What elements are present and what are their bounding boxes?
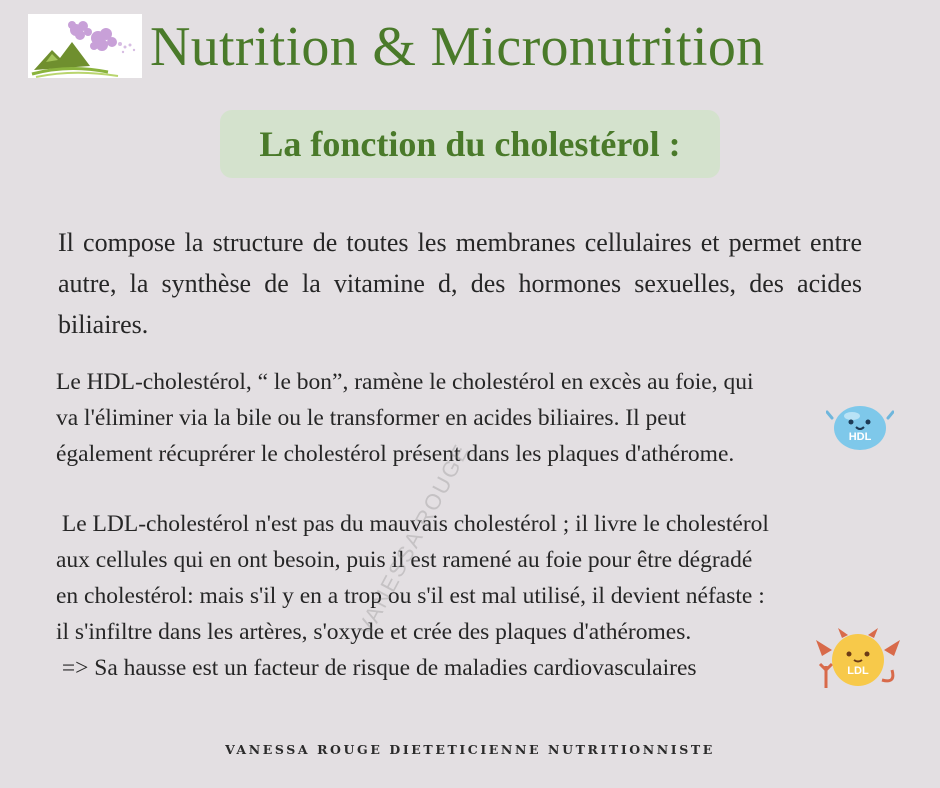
brand-title: Nutrition & Micronutrition: [150, 16, 765, 78]
intro-paragraph: Il compose la structure de toutes les membranes cellulaires et permet entre autre, la synthèse de la vitamine d, des hormones sexuelles, des acides biliaires.: [58, 228, 862, 339]
ldl-paragraph: [56, 506, 916, 686]
hdl-mascot-label: HDL: [848, 431, 872, 443]
footer-signature: VANESSA ROUGE DIETETICIENNE NUTRITIONNISTE: [225, 742, 715, 757]
hdl-line: Le HDL-cholestérol, “ le bon”, ramène le cholestérol en excès au foie, qui: [56, 369, 754, 395]
ldl-line: => Sa hausse est un facteur de risque de maladies cardiovasculaires: [56, 655, 697, 681]
section-heading-box: [220, 110, 720, 178]
watermark: VANESSA ROUGE: [352, 439, 475, 640]
section-heading: La fonction du cholestérol :: [259, 124, 681, 164]
ldl-mascot-label: LDL: [847, 665, 869, 677]
ldl-line: aux cellules qui en ont besoin, puis il est ramené au foie pour être dégradé: [56, 547, 753, 573]
hdl-line: va l'éliminer via la bile ou le transformer en acides biliaires. Il peut: [56, 405, 687, 431]
ldl-line: Le LDL-cholestérol n'est pas du mauvais cholestérol ; il livre le cholestérol: [56, 511, 769, 537]
hdl-line: également récuprérer le cholestérol présent dans les plaques d'athérome.: [56, 441, 735, 467]
ldl-line: il s'infiltre dans les artères, s'oxyde et crée des plaques d'athéromes.: [56, 619, 692, 645]
brand-logo: [28, 14, 142, 78]
ldl-mascot-icon: [812, 626, 904, 692]
hdl-mascot-icon: [826, 396, 894, 454]
ldl-line: en cholestérol: mais s'il y en a trop ou s'il est mal utilisé, il devient néfaste :: [56, 583, 765, 609]
